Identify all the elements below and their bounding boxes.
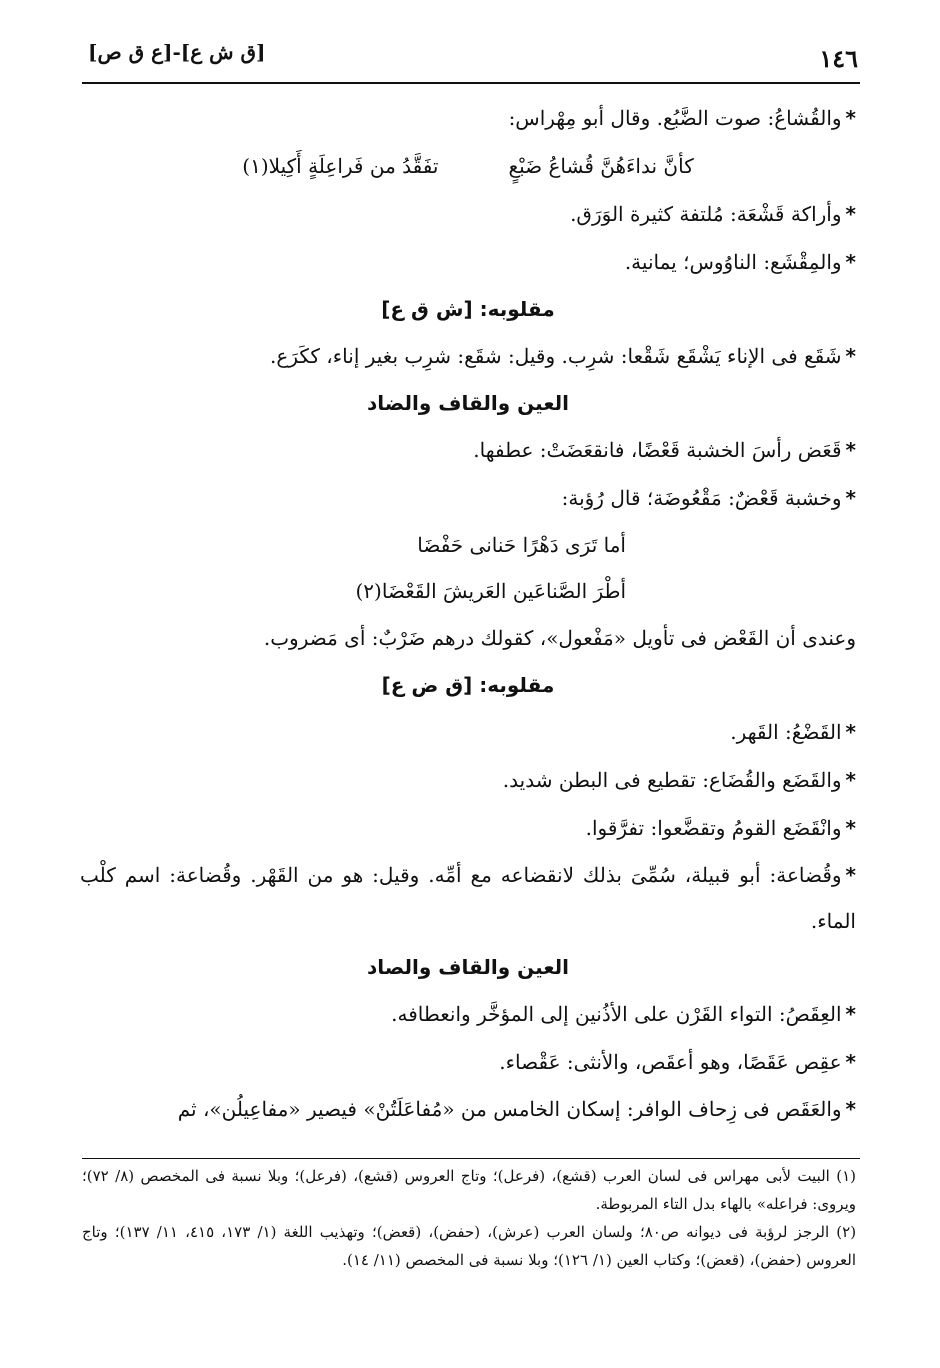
entry-bullet: *: [845, 863, 856, 887]
main-text: [80, 94, 856, 1132]
entry-qudaa: *وقُضاعة: أبو قبيلة، سُمِّىَ بذلك لانقضاعه مع أمِّه. وقيل: هو من القَهْر. وقُضاعة: اسم كلْب الماء.: [80, 863, 856, 933]
entry-bullet: *: [845, 202, 856, 226]
entry-qadaa: *والقَضَع والقُضَاع: تقطيع فى البطن شديد.: [502, 768, 856, 792]
verse-line: أما تَرَى دَهْرًا حَنانى حَفْضَا: [417, 533, 626, 557]
entry-bullet: *: [845, 438, 856, 462]
entry-bullet: *: [845, 106, 856, 130]
verse-line: أطْرَ الصَّناعَين العَريشَ القَعْضَا(٢): [355, 579, 626, 603]
entry-qad: *القَضْعُ: القَهر.: [730, 720, 856, 744]
section-heading-ayn-qaf-sad: العين والقاف والصاد: [367, 955, 569, 979]
entry-miqsha: *والمِقْشَع: الناوُوس؛ يمانية.: [624, 250, 856, 274]
section-heading-q-d-a: مقلوبه: [ق ض ع]: [381, 673, 555, 697]
entry-aqas: *العِقَصُ: التواء القَرْن على الأذُنين إلى المؤخَّر وانعطافه.: [391, 1002, 856, 1026]
entry-bullet: *: [845, 1002, 856, 1026]
section-heading-sh-q-a: مقلوبه: [ش ق ع]: [381, 297, 555, 321]
entry-bullet: *: [845, 816, 856, 840]
footnote-rule: [82, 1158, 860, 1159]
footnote-2: (٢) الرجز لرؤبة فى ديوانه ص٨٠؛ ولسان العرب (عرش)، (حفض)، (قعض)؛ وتهذيب اللغة (١/ ١٧٣، ٤١٥، ١١/ ١٣٧)؛ وتاج العروس (حفض)، (قعض)؛ وكتاب العين (١/ ١٢٦)؛ وبلا نسبة فى المخصص (١١/ ١٤).: [82, 1223, 857, 1269]
entry-shaqa: *شَقَع فى الإناء يَشْقَع شَقْعا: شرِب. وقيل: شقَع: شرِب بغير إناء، ككَرَع.: [270, 344, 856, 368]
entry-bullet: *: [845, 344, 856, 368]
footnote-1: (١) البيت لأبى مهراس فى لسان العرب (قشع)، (فرعل)؛ وتاج العروس (قشع)، (فرعل)؛ وبلا نسبة فى المخصص (٨/ ٧٢)؛ ويروى: فراعله» بالهاء بدل التاء المربوطة.: [82, 1167, 856, 1213]
header-rule: [82, 82, 860, 84]
entry-qushaa: *والقُشاعُ: صوت الضَّبُع. وقال أبو مِهْراس:: [508, 106, 856, 130]
entry-qaad: *قَعَض رأسَ الخشبة قَعْضًا، فانقعَضَتْ: عطفها.: [473, 438, 856, 462]
verse-hemistich-first: كأنَّ نداءَهُنَّ قُشاعُ ضَبْعٍ: [508, 154, 694, 178]
entry-bullet: *: [845, 1050, 856, 1074]
verse-couplet: [80, 142, 856, 190]
entry-inqada: *وانْقَضَع القومُ وتقضَّعوا: تفرَّقوا.: [585, 816, 856, 840]
entry-aqis: *عقِص عَقَصًا، وهو أعقَص، والأنثى: عَقْصاء.: [499, 1050, 856, 1074]
entry-bullet: *: [845, 1097, 856, 1121]
footnotes: [82, 1162, 856, 1274]
entry-bullet: *: [845, 486, 856, 510]
running-head-roots: [ق ش ع]-[ع ق ص]: [88, 40, 266, 64]
section-heading-ayn-qaf-dad: العين والقاف والضاد: [367, 391, 569, 415]
entry-bullet: *: [845, 250, 856, 274]
entry-bullet: *: [845, 720, 856, 744]
commentary-line: وعندى أن القَعْض فى تأويل «مَفْعول»، كقولك درهم ضَرْبٌ: أى مَضروب.: [263, 626, 856, 650]
entry-bullet: *: [845, 768, 856, 792]
page-number: ١٤٦: [819, 44, 858, 73]
entry-araka: *وأراكة قَشْعَة: مُلتفة كثيرة الوَرَق.: [570, 202, 856, 226]
entry-aqas-prosody: *والعَقَص فى زِحاف الوافر: إسكان الخامس من «مُفاعَلَتُنْ» فيصير «مفاعِيلُن»، ثم: [177, 1097, 856, 1121]
verse-hemistich-second: تفَقَّدُ من فَراعِلَةٍ أَكِيلا(١): [242, 154, 439, 178]
entry-khashaba: *وخشبة قَعْضٌ: مَقْعُوضَة؛ قال رُؤبة:: [561, 486, 856, 510]
